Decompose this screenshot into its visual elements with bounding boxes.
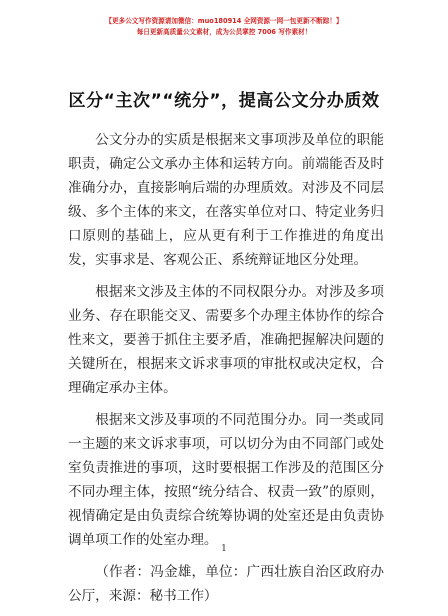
document-body <box>68 128 384 616</box>
promo-banner-line-1: 【更多公文写作资源请加微信：muo180914 全网资源一网一包更新不断踪！】 <box>105 17 343 25</box>
promo-banner-line-2: 每日更新高质量公文素材，成为公员掌控 7006 写作素材！ <box>136 28 312 36</box>
paragraph-authority: 根据来文涉及主体的不同权限分办。对涉及多项业务、存在职能交叉、需要多个办理主体协作的综合性来文，要善于抓住主要矛盾，准确把握解决问题的关键所在，根据来文诉求事项的审批权或决定权，合理确定承办主体。 <box>68 284 384 396</box>
document-title: 区分“主次”“统分”，提高公文分办质效 <box>68 91 380 111</box>
page-number: 1 <box>221 544 227 554</box>
promo-banner <box>0 16 448 38</box>
paragraph-scope: 根据来文涉及事项的不同范围分办。同一类或同一主题的来文诉求事项，可以切分为由不同部门或处室负责推进的事项，这时要根据工作涉及的范围区分不同办理主体，按照“统分结合、权责一致”的原则，视情确定是由负责综合统筹协调的处室还是由负责协调单项工作的处室办理。 <box>68 412 384 548</box>
paragraph-intro: 公文分办的实质是根据来文事项涉及单位的职能职责，确定公文承办主体和运转方向。前端能否及时准确分办，直接影响后端的办理质效。对涉及不同层级、多个主体的来文，在落实单位对口、特定业务归口原则的基础上，应从更有利于工作推进的角度出发，实事求是、客观公正、系统辩证地区分处理。 <box>68 132 384 268</box>
author-source-note: （作者：冯金雄，单位：广西壮族自治区政府办公厅，来源：秘书工作） <box>68 564 384 604</box>
